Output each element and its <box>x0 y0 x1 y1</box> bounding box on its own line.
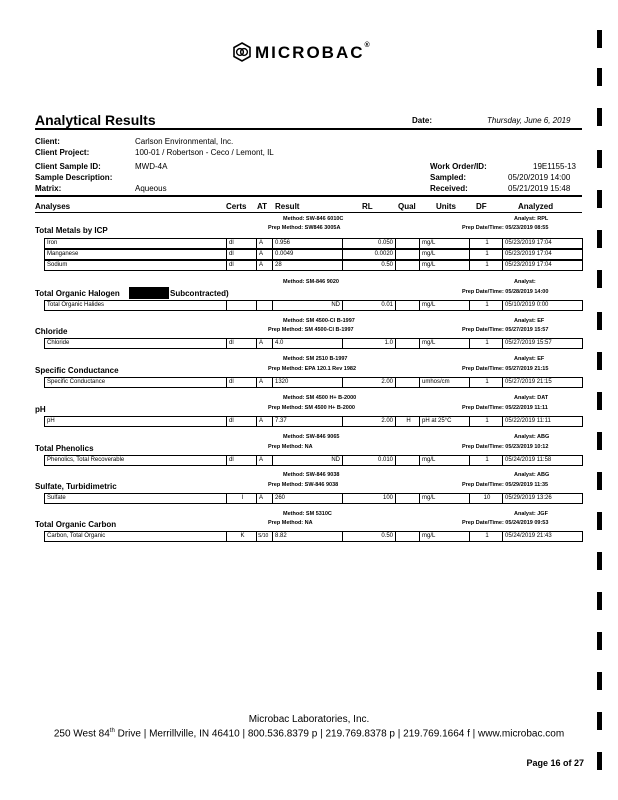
result-cell: 1320 <box>272 378 342 387</box>
microbac-logo-icon <box>232 42 252 62</box>
scan-mark <box>597 592 602 610</box>
table-row <box>44 338 583 349</box>
table-row <box>44 493 583 504</box>
certs-cell <box>226 301 256 310</box>
qual-cell <box>395 301 419 310</box>
analyte-cell: Carbon, Total Organic <box>47 533 106 539</box>
result-cell: 0.956 <box>272 239 342 248</box>
df-cell: 1 <box>469 301 502 310</box>
qual-cell <box>395 494 419 503</box>
result-cell: 4.0 <box>272 339 342 348</box>
work-order-label: Work Order/ID: <box>430 162 487 171</box>
qual-cell <box>395 261 419 270</box>
section-prep-date: Prep Date/Time: 05/23/2019 08:55 <box>462 225 549 231</box>
at-cell: A <box>256 239 272 248</box>
scan-mark <box>597 712 602 730</box>
qual-cell <box>395 339 419 348</box>
received-value: 05/21/2019 15:48 <box>508 184 571 193</box>
df-cell: 1 <box>469 239 502 248</box>
certs-cell: dl <box>226 417 256 426</box>
analyzed-cell: 05/22/2019 11:11 <box>502 417 582 426</box>
at-cell: A <box>256 456 272 465</box>
footer-address <box>0 728 618 739</box>
section-method: Method: SM 5310C <box>283 511 332 517</box>
table-row <box>44 416 583 427</box>
rl-cell: 0.01 <box>342 301 395 310</box>
scan-mark <box>597 108 602 126</box>
scan-mark <box>597 392 602 410</box>
at-cell <box>256 301 272 310</box>
section-prep-method: Prep Method: NA <box>268 520 313 526</box>
scan-mark <box>597 150 602 168</box>
scan-mark <box>597 352 602 370</box>
sampled-value: 05/20/2019 14:00 <box>508 173 571 182</box>
rl-cell: 0.010 <box>342 456 395 465</box>
units-cell: mg/L <box>419 261 469 270</box>
certs-cell: dl <box>226 239 256 248</box>
qual-cell: H <box>395 417 419 426</box>
section-analyst: Analyst: DAT <box>514 395 549 401</box>
certs-cell: dl <box>226 339 256 348</box>
certs-cell: dl <box>226 261 256 270</box>
section-prep-date: Prep Date/Time: 05/28/2019 14:00 <box>462 289 549 295</box>
result-cell: 28 <box>272 261 342 270</box>
work-order-value: 19E1155-13 <box>533 162 576 171</box>
at-cell: S/10 <box>256 532 272 541</box>
section-prep-method: Prep Method: NA <box>268 444 313 450</box>
footer-address-rest: Drive | Merrillville, IN 46410 | 800.536.8379 p | 219.769.8378 p | 219.769.1664 f | www.microbac.com <box>114 728 565 740</box>
scan-mark <box>597 30 602 48</box>
units-cell: mg/L <box>419 494 469 503</box>
sample-id-label: Client Sample ID: <box>35 162 101 171</box>
certs-cell: I <box>226 494 256 503</box>
section-prep-method: Prep Method: EPA 120.1 Rev 1982 <box>268 366 357 372</box>
section-prep-date: Prep Date/Time: 05/27/2019 21:15 <box>462 366 549 372</box>
df-cell: 1 <box>469 417 502 426</box>
analyzed-cell: 05/24/2019 11:58 <box>502 456 582 465</box>
section-method: Method: SM-846 9020 <box>283 279 339 285</box>
analyzed-cell: 05/23/2019 17:04 <box>502 239 582 248</box>
section-title: Total Phenolics <box>35 444 94 453</box>
scan-mark <box>597 472 602 490</box>
sample-id-value: MWD-4A <box>135 162 168 171</box>
section-title: pH <box>35 405 46 414</box>
df-cell: 1 <box>469 532 502 541</box>
analyte-cell: Manganese <box>47 251 79 257</box>
scan-mark <box>597 552 602 570</box>
scan-mark <box>597 68 602 86</box>
table-row <box>44 377 583 388</box>
section-title: Total Organic Halogen <box>35 289 120 298</box>
result-cell: 260 <box>272 494 342 503</box>
logo-registered: ® <box>364 42 372 49</box>
rl-cell: 0.0020 <box>342 250 395 259</box>
scan-mark <box>597 230 602 248</box>
scan-mark <box>597 672 602 690</box>
logo-text: MICROBAC <box>255 43 365 62</box>
table-row <box>44 238 583 249</box>
rl-cell: 100 <box>342 494 395 503</box>
section-analyst: Analyst: EF <box>514 356 545 362</box>
sampled-label: Sampled: <box>430 173 467 182</box>
col-result: Result <box>275 202 300 211</box>
section-title: Chloride <box>35 327 68 336</box>
units-cell: mg/L <box>419 532 469 541</box>
client-label: Client: <box>35 137 60 146</box>
analyzed-cell: 05/10/2019 0:00 <box>502 301 582 310</box>
analyte-cell: Iron <box>47 240 58 246</box>
result-cell: ND <box>272 456 342 465</box>
section-prep-date: Prep Date/Time: 05/24/2019 09:53 <box>462 520 549 526</box>
table-row <box>44 455 583 466</box>
analyte-cell: Specific Conductance <box>47 379 106 385</box>
analyzed-cell: 05/23/2019 17:04 <box>502 261 582 270</box>
units-cell: mg/L <box>419 339 469 348</box>
section-prep-method: Prep Method: SM 4500 H+ B-2000 <box>268 405 355 411</box>
at-cell: A <box>256 417 272 426</box>
col-analyses: Analyses <box>35 202 71 211</box>
units-cell: mg/L <box>419 301 469 310</box>
qual-cell <box>395 250 419 259</box>
at-cell: A <box>256 261 272 270</box>
section-analyst: Analyst: EF <box>514 318 545 324</box>
scan-mark <box>597 512 602 530</box>
units-cell: mg/L <box>419 456 469 465</box>
section-title: Specific Conductance <box>35 366 119 375</box>
col-df: DF <box>476 202 487 211</box>
client-divider <box>35 195 582 197</box>
qual-cell <box>395 378 419 387</box>
units-cell: mg/L <box>419 250 469 259</box>
certs-cell: dl <box>226 250 256 259</box>
at-cell: A <box>256 339 272 348</box>
section-prep-date: Prep Date/Time: 05/22/2019 11:11 <box>462 405 548 411</box>
analyzed-cell: 05/27/2019 21:15 <box>502 378 582 387</box>
analyzed-cell: 05/23/2019 17:04 <box>502 250 582 259</box>
table-row <box>44 300 583 311</box>
section-prep-date: Prep Date/Time: 05/23/2019 10:12 <box>462 444 549 450</box>
scan-mark <box>597 312 602 330</box>
scan-mark <box>597 632 602 650</box>
scan-mark <box>597 190 602 208</box>
table-row <box>44 531 583 542</box>
matrix-value: Aqueous <box>135 184 167 193</box>
section-prep-date: Prep Date/Time: 05/29/2019 11:35 <box>462 482 549 488</box>
analyte-cell: Total Organic Halides <box>47 302 105 308</box>
analyte-cell: pH <box>47 418 55 424</box>
qual-cell <box>395 456 419 465</box>
col-at: AT <box>257 202 268 211</box>
date-label: Date: <box>412 116 433 125</box>
section-title: Sulfate, Turbidimetric <box>35 482 117 491</box>
project-value: 100-01 / Robertson - Ceco / Lemont, IL <box>135 148 274 157</box>
df-cell: 1 <box>469 261 502 270</box>
page-title: Analytical Results <box>35 112 156 128</box>
at-cell: A <box>256 494 272 503</box>
rl-cell: 0.50 <box>342 532 395 541</box>
df-cell: 1 <box>469 378 502 387</box>
section-method: Method: SW-846 6010C <box>283 216 344 222</box>
rl-cell: 0.050 <box>342 239 395 248</box>
header-divider <box>35 212 582 213</box>
section-title: Total Organic Carbon <box>35 520 117 529</box>
redaction-box <box>129 287 169 299</box>
section-analyst: Analyst: ABG <box>514 472 550 478</box>
analyzed-cell: 05/24/2019 21:43 <box>502 532 582 541</box>
section-method: Method: SW-846 9065 <box>283 434 340 440</box>
section-prep-method: Prep Method: SW846 3005A <box>268 225 341 231</box>
footer-address-start: 250 West 84 <box>53 728 110 740</box>
section-method: Method: SM 4500 H+ B-2000 <box>283 395 357 401</box>
rl-cell: 1.0 <box>342 339 395 348</box>
analyte-cell: Sulfate <box>47 495 66 501</box>
page-number: Page 16 of 27 <box>526 758 584 768</box>
microbac-logo <box>232 42 372 63</box>
table-row <box>44 260 583 271</box>
section-analyst: Analyst: <box>514 279 536 285</box>
rl-cell: 0.50 <box>342 261 395 270</box>
qual-cell <box>395 532 419 541</box>
units-cell: umhos/cm <box>419 378 469 387</box>
df-cell: 1 <box>469 250 502 259</box>
at-cell: A <box>256 378 272 387</box>
analyzed-cell: 05/27/2019 15:57 <box>502 339 582 348</box>
analyte-cell: Phenolics, Total Recoverable <box>47 457 125 463</box>
analyte-cell: Sodium <box>47 262 68 268</box>
section-method: Method: SW-846 9038 <box>283 472 340 478</box>
section-prep-date: Prep Date/Time: 05/27/2019 15:57 <box>462 327 549 333</box>
date-value: Thursday, June 6, 2019 <box>487 116 571 125</box>
matrix-label: Matrix: <box>35 184 62 193</box>
df-cell: 1 <box>469 339 502 348</box>
rl-cell: 2.00 <box>342 378 395 387</box>
scan-mark <box>597 432 602 450</box>
title-divider <box>35 128 582 130</box>
result-cell: 7.37 <box>272 417 342 426</box>
col-qual: Qual <box>398 202 416 211</box>
result-cell: 0.0049 <box>272 250 342 259</box>
df-cell: 1 <box>469 456 502 465</box>
units-cell: mg/L <box>419 239 469 248</box>
at-cell: A <box>256 250 272 259</box>
analyte-cell: Chloride <box>47 340 70 346</box>
client-value: Carlson Environmental, Inc. <box>135 137 234 146</box>
section-prep-method: Prep Method: SW-846 9038 <box>268 482 339 488</box>
units-cell: pH at 25°C <box>419 417 469 426</box>
section-method: Method: SM 2510 B-1997 <box>283 356 348 362</box>
col-analyzed: Analyzed <box>518 202 554 211</box>
section-title: Total Metals by ICP <box>35 226 108 235</box>
analyzed-cell: 05/29/2019 13:26 <box>502 494 582 503</box>
col-units: Units <box>436 202 456 211</box>
footer-company: Microbac Laboratories, Inc. <box>248 714 370 725</box>
section-analyst: Analyst: RPL <box>514 216 549 222</box>
sample-description-label: Sample Description: <box>35 173 113 182</box>
certs-cell: dl <box>226 378 256 387</box>
col-certs: Certs <box>226 202 247 211</box>
rl-cell: 2.00 <box>342 417 395 426</box>
scan-mark <box>597 752 602 770</box>
section-title-suffix: Subcontracted) <box>170 289 229 298</box>
received-label: Received: <box>430 184 468 193</box>
table-row <box>44 249 583 260</box>
result-cell: ND <box>272 301 342 310</box>
col-rl: RL <box>362 202 373 211</box>
certs-cell: K <box>226 532 256 541</box>
certs-cell: dl <box>226 456 256 465</box>
result-cell: 8.82 <box>272 532 342 541</box>
section-analyst: Analyst: JGF <box>514 511 548 517</box>
scan-mark <box>597 270 602 288</box>
section-analyst: Analyst: ABG <box>514 434 550 440</box>
df-cell: 10 <box>469 494 502 503</box>
footer-address-sup: th <box>109 728 115 734</box>
qual-cell <box>395 239 419 248</box>
section-prep-method: Prep Method: SM 4500-Cl B-1997 <box>268 327 354 333</box>
section-method: Method: SM 4500-Cl B-1997 <box>283 318 355 324</box>
project-label: Client Project: <box>35 148 90 157</box>
